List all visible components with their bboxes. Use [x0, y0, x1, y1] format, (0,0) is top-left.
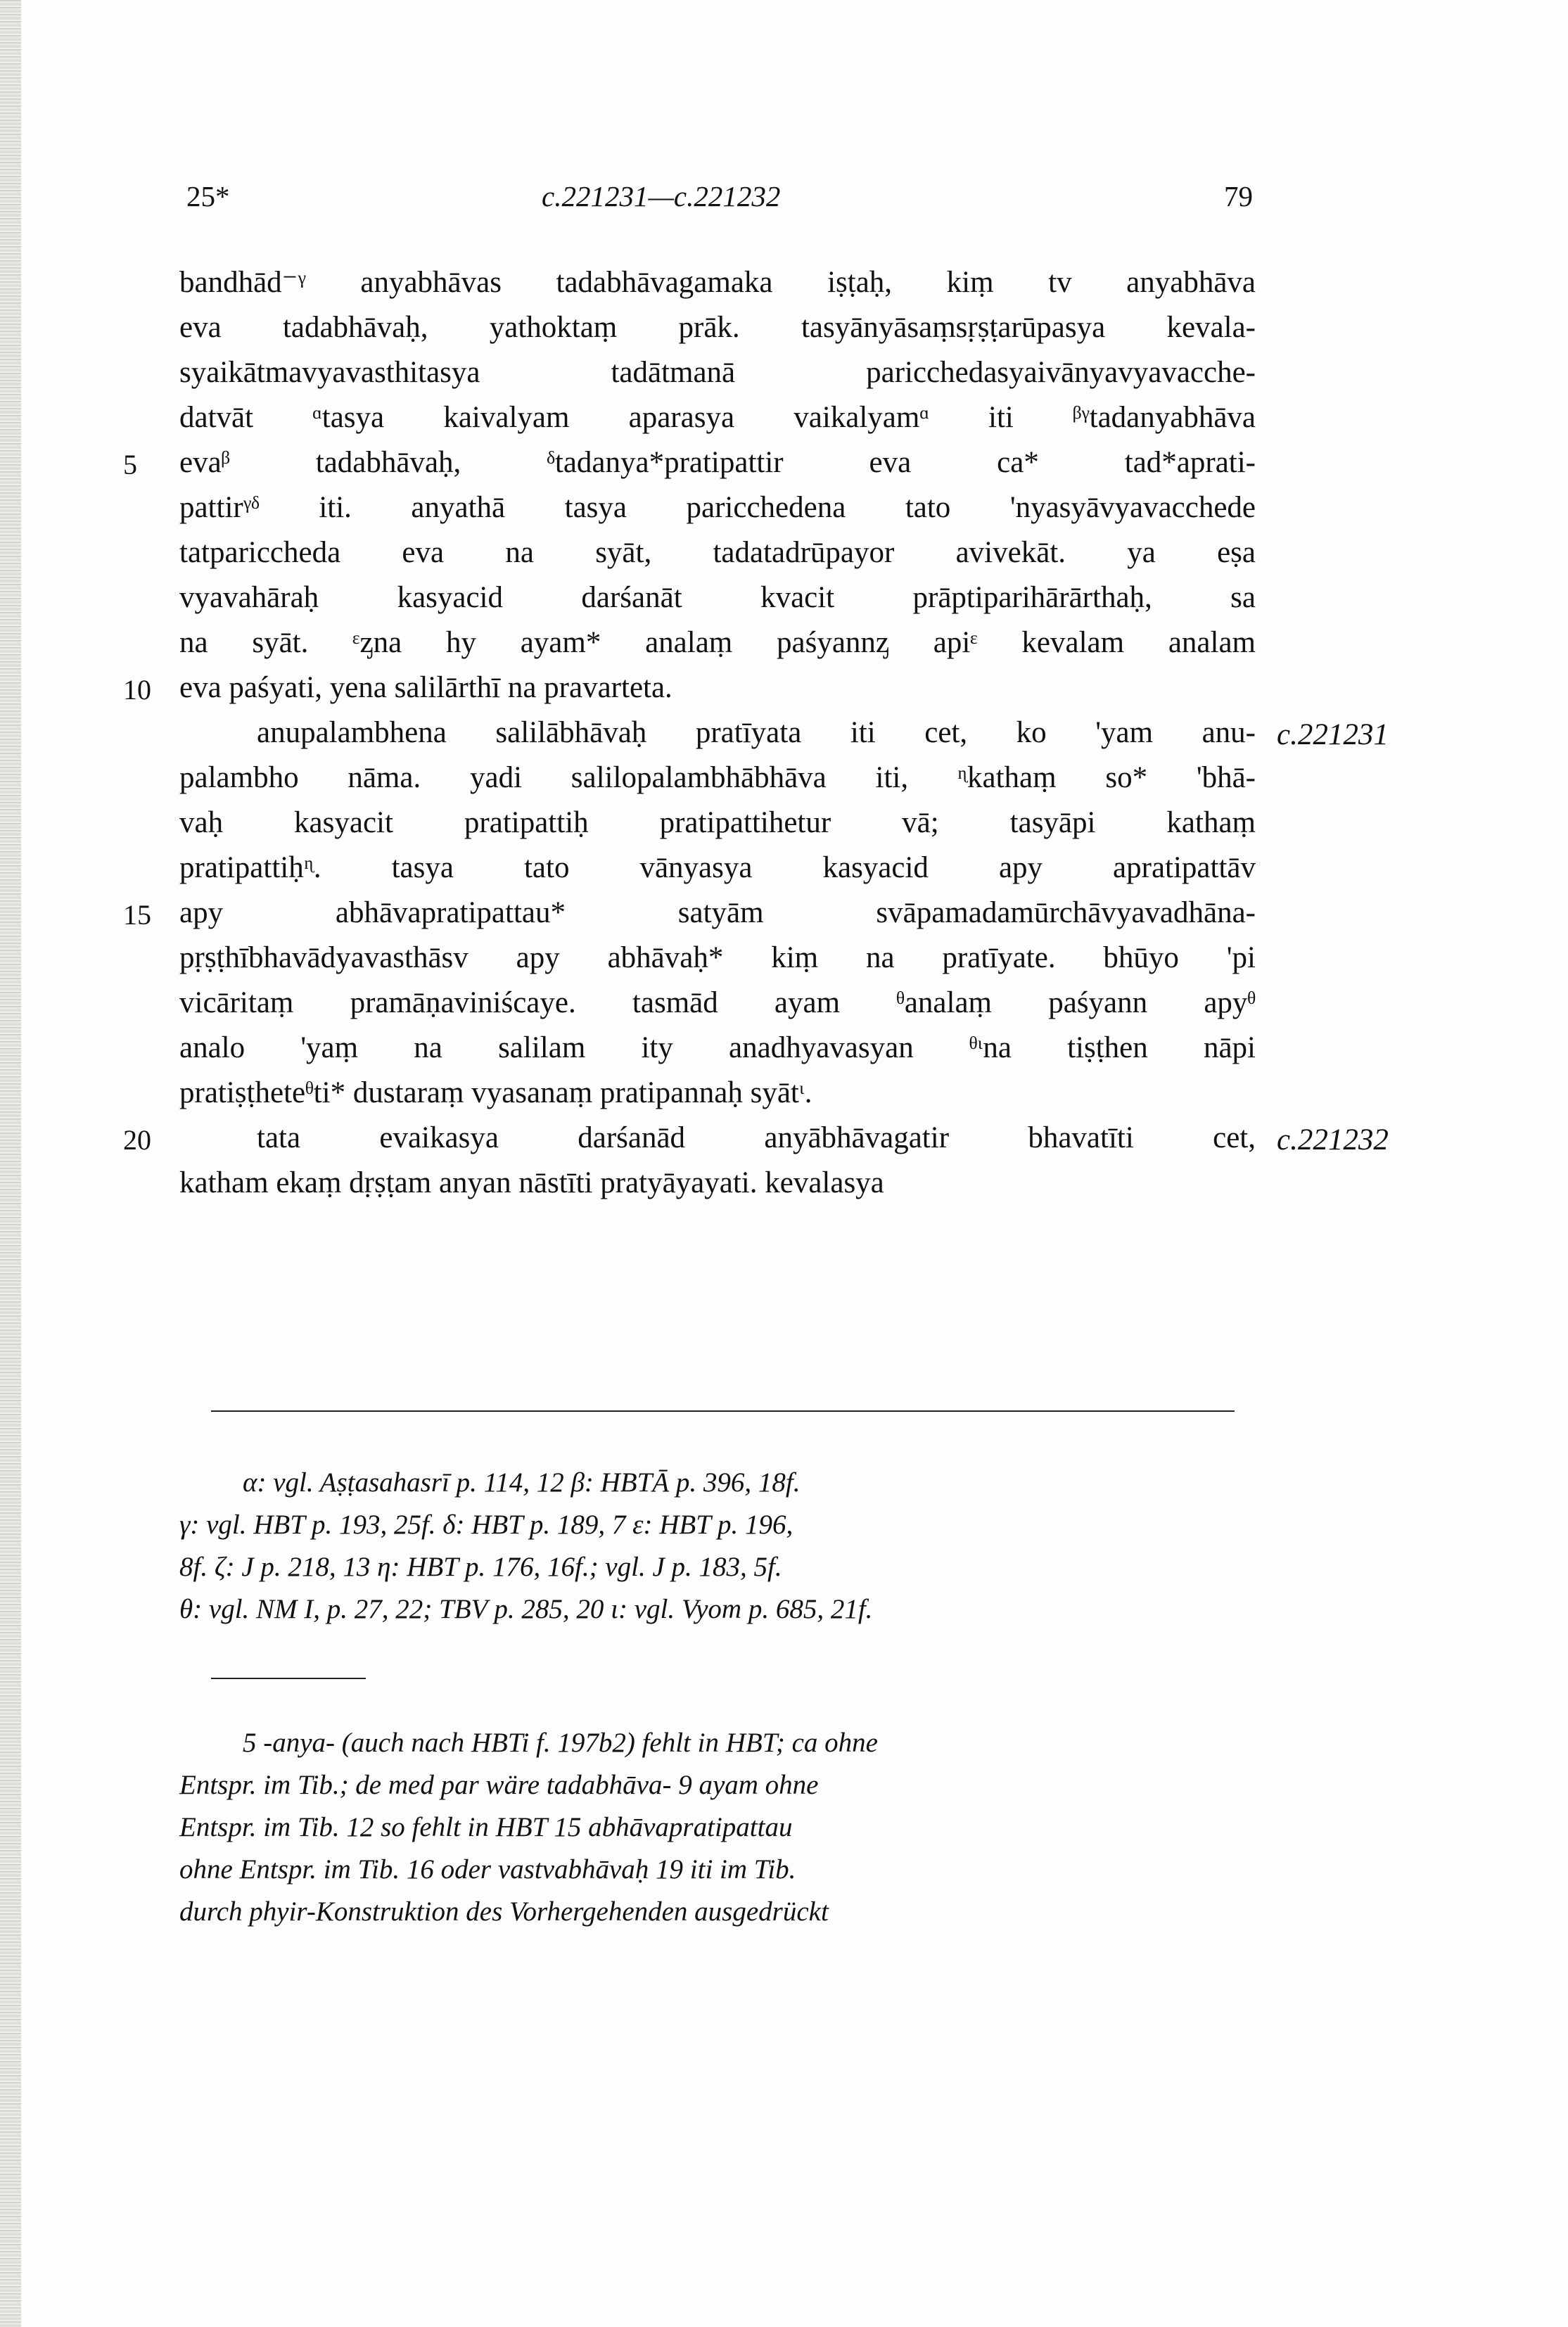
margin-reference: c.221232 [1277, 1123, 1389, 1156]
text-line: vaḥ kasyacit pratipattiḥ pratipattihetur vā; tasyāpi kathaṃ [179, 806, 1256, 839]
text-line: vyavahāraḥ kasyacid darśanāt kvacit prāptiparihārārthaḥ, sa [179, 581, 1256, 614]
text-line: tatparicchedа eva na syāt, tadatadrūpayor avivekāt. ya eṣa [179, 536, 1256, 569]
page-number: 79 [1224, 180, 1253, 212]
text-line: pṛṣṭhībhavādyavasthāsv apy abhāvaḥ* kiṃ na pratīyate. bhūyo 'pi [179, 941, 1256, 974]
text-line: vicāritaṃ pramāṇaviniścaye. tasmād ayam ᶿanalaṃ paśyann apyᶿ [179, 986, 1256, 1019]
line-number: 15 [123, 899, 151, 931]
header-range: c.221231—c.221232 [542, 180, 781, 212]
footnote-line: Entspr. im Tib.; de med par wäre tadabhāva- 9 ayam ohne [179, 1770, 819, 1800]
text-line: na syāt. ᵋᶎna hy ayam* analaṃ paśyannᶎ apiᵋ kevalam analam [179, 626, 1256, 659]
apparatus-rule [211, 1678, 366, 1679]
footnote-line: 5 -anya- (auch nach HBTi f. 197b2) fehlt in HBT; ca ohne [243, 1728, 878, 1758]
line-number: 10 [123, 674, 151, 706]
footnote-line: θ: vgl. NM I, p. 27, 22; TBV p. 285, 20 ι: vgl. Vyom p. 685, 21f. [179, 1594, 873, 1624]
text-line: analo 'yaṃ na salilam ity anadhyavasyan ᶿᶥna tiṣṭhen nāpi [179, 1031, 1256, 1064]
margin-reference: c.221231 [1277, 718, 1389, 751]
running-header [0, 179, 1568, 222]
text-line: pratiṣṭheteᶿti* dustaraṃ vyasanaṃ pratipannaḥ syātᶥ. [179, 1076, 812, 1109]
line-number: 5 [123, 449, 137, 480]
text-line: pattirᵞᵟ iti. anyathā tasya paricchedena tato 'nyasyāvyavacchede [179, 491, 1256, 524]
text-line: pratipattiḥᶯ. tasya tato vānyasya kasyacid apy apratipattāv [179, 851, 1256, 884]
text-line: tata evaikasya darśanād anyābhāvagatir bhavatīti cet, [257, 1121, 1256, 1154]
text-line: datvāt ᵅtasya kaivalyam aparasya vaikalyamᵅ iti ᵝᵞtadanyabhāva [179, 401, 1256, 434]
text-line: anupalambhena salilābhāvaḥ pratīyata iti cet, ko 'yam anu- [257, 716, 1256, 749]
text-line: eva tadabhāvaḥ, yathoktaṃ prāk. tasyānyāsaṃsṛṣṭarūpasya kevala- [179, 311, 1256, 344]
footnote-line: durch phyir-Konstruktion des Vorhergehenden ausgedrückt [179, 1896, 829, 1927]
line-number: 20 [123, 1124, 151, 1156]
footnote-line: 8f. ζ: J p. 218, 13 η: HBT p. 176, 16f.; vgl. J p. 183, 5f. [179, 1552, 782, 1582]
text-line: apy abhāvapratipattau* satyām svāpamadamūrchāvyavadhāna- [179, 896, 1256, 929]
scan-edge [0, 0, 21, 2327]
text-line: bandhād⁻ᵞ anyabhāvas tadabhāvagamaka iṣṭaḥ, kiṃ tv anyabhāva [179, 266, 1256, 299]
footnote-line: Entspr. im Tib. 12 so fehlt in HBT 15 abhāvapratipattau [179, 1812, 793, 1842]
footnote-rule [211, 1410, 1235, 1412]
footnote-line: γ: vgl. HBT p. 193, 25f. δ: HBT p. 189, 7 ε: HBT p. 196, [179, 1510, 793, 1540]
text-line: palambho nāma. yadi salilopalambhābhāva iti, ᶯkathaṃ so* 'bhā- [179, 761, 1256, 794]
footnote-line: α: vgl. Aṣṭasahasrī p. 114, 12 β: HBTĀ p. 396, 18f. [243, 1467, 801, 1498]
header-page-ref: 25* [186, 180, 230, 212]
footnote-line: ohne Entspr. im Tib. 16 oder vastvabhāvaḥ 19 iti im Tib. [179, 1854, 796, 1885]
text-line: katham ekaṃ dṛṣṭam anyan nāstīti pratyāyayati. kevalasya [179, 1166, 884, 1199]
text-line: syaikātmavyavasthitasya tadātmanā paricchedasyaivānyavyavacche- [179, 356, 1256, 389]
text-line: eva paśyati, yena salilārthī na pravarteta. [179, 671, 673, 704]
text-line: evaᵝ tadabhāvaḥ, ᵟtadanya*pratipattir eva ca* tad*aprati- [179, 446, 1256, 479]
